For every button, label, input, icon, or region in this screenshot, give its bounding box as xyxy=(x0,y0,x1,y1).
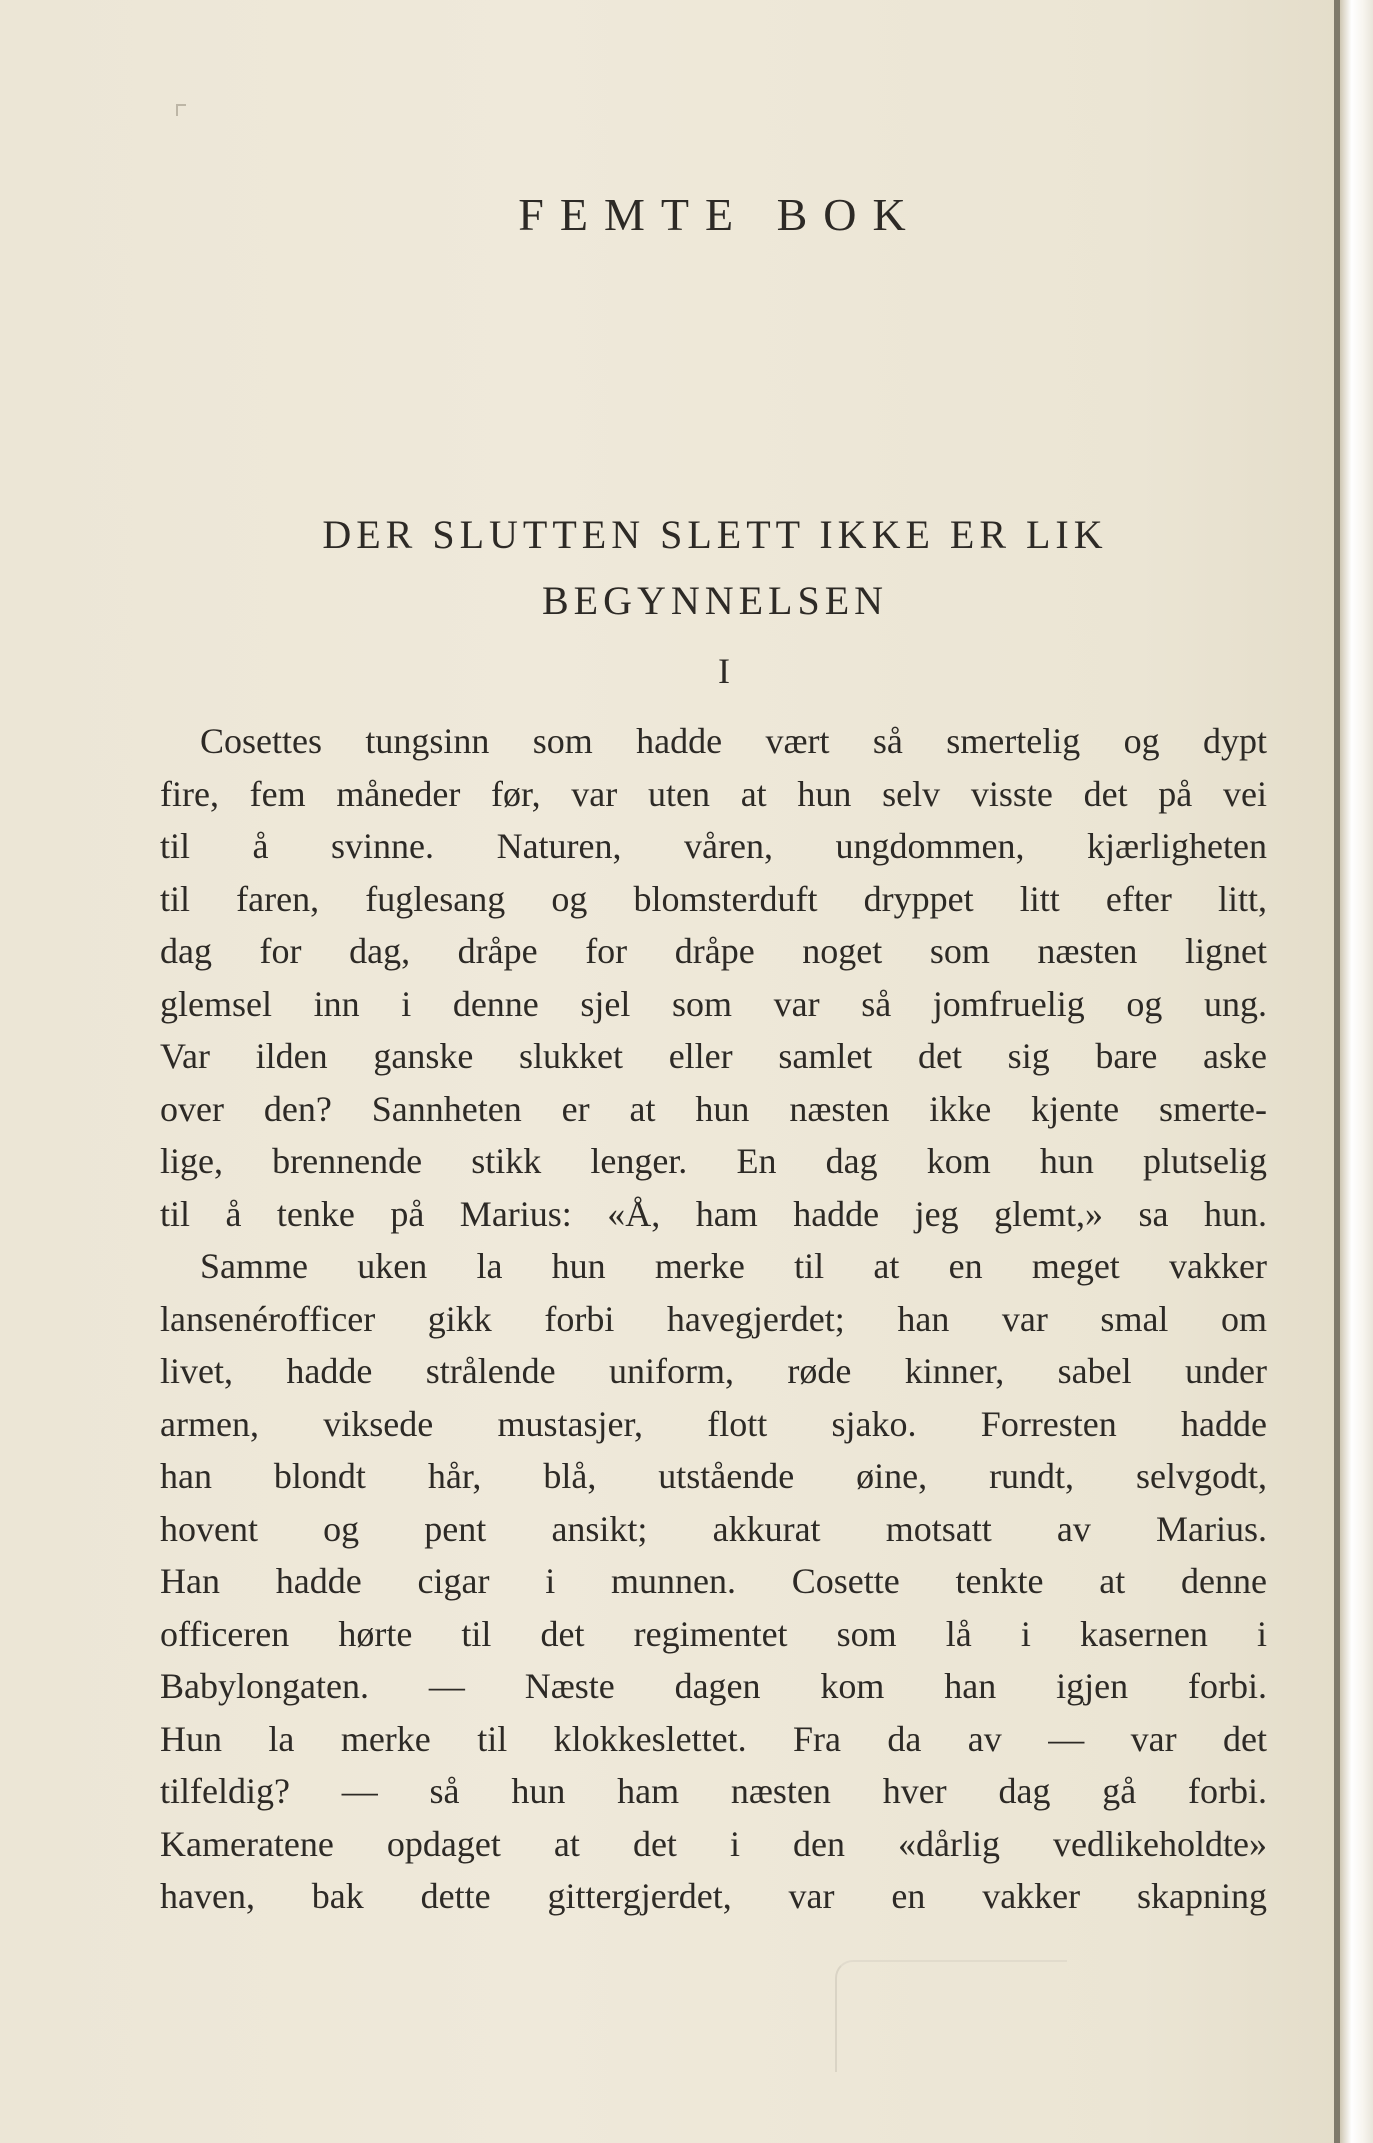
text-line: livet, hadde strålende uniform, røde kinner, sabel under xyxy=(160,1351,1267,1391)
text-line: lansenérofficer gikk forbi havegjerdet; han var smal om xyxy=(160,1298,1267,1339)
text-line: Var ilden ganske slukket eller samlet det sig bare aske xyxy=(160,1036,1267,1076)
text-line: lige, brennende stikk lenger. En dag kom hun plutselig xyxy=(160,1141,1267,1181)
printer-corner-mark xyxy=(176,104,186,116)
text-line: Samme uken la hun merke til at en meget vakker xyxy=(200,1246,1267,1286)
text-line: tilfeldig? — så hun ham næsten hver dag gå forbi. xyxy=(160,1771,1267,1811)
text-line: til faren, fuglesang og blomsterduft dryppet litt efter litt, xyxy=(160,878,1267,919)
paper-smudge xyxy=(835,1960,1067,2072)
chapter-title-line-1: DER SLUTTEN SLETT IKKE ER LIK xyxy=(322,512,1108,557)
text-line: haven, bak dette gittergjerdet, var en vakker skapning xyxy=(160,1876,1267,1916)
text-line: Babylongaten. — Næste dagen kom han igjen forbi. xyxy=(160,1666,1267,1706)
text-line: over den? Sannheten er at hun næsten ikke kjente smerte- xyxy=(160,1088,1267,1129)
text-line: Kameratene opdaget at det i den «dårlig vedlikeholdte» xyxy=(160,1823,1267,1864)
book-title: FEMTE BOK xyxy=(518,189,922,240)
text-line: Hun la merke til klokkeslettet. Fra da av — var det xyxy=(160,1718,1267,1759)
section-number: I xyxy=(718,651,730,691)
text-line: officeren hørte til det regimentet som lå i kasernen i xyxy=(160,1613,1267,1654)
body-text xyxy=(160,715,1267,1923)
text-line: glemsel inn i denne sjel som var så jomfruelig og ung. xyxy=(160,983,1267,1024)
text-line: Han hadde cigar i munnen. Cosette tenkte at denne xyxy=(160,1561,1267,1601)
text-line: Cosettes tungsinn som hadde vært så smertelig og dypt xyxy=(200,721,1267,761)
text-line: dag for dag, dråpe for dråpe noget som næsten lignet xyxy=(160,931,1267,971)
chapter-title-line-2: BEGYNNELSEN xyxy=(541,578,889,623)
text-line: hovent og pent ansikt; akkurat motsatt av Marius. xyxy=(160,1508,1267,1549)
text-line: han blondt hår, blå, utstående øine, rundt, selvgodt, xyxy=(160,1456,1267,1496)
text-line: armen, viksede mustasjer, flott sjako. Forresten hadde xyxy=(160,1403,1267,1444)
chapter-title xyxy=(160,502,1270,634)
text-line: til å tenke på Marius: «Å, ham hadde jeg glemt,» sa hun. xyxy=(160,1193,1267,1234)
page-margin-edge xyxy=(1340,0,1373,2143)
text-line: fire, fem måneder før, var uten at hun selv visste det på vei xyxy=(160,773,1267,814)
text-line: til å svinne. Naturen, våren, ungdommen, kjærligheten xyxy=(160,826,1267,866)
